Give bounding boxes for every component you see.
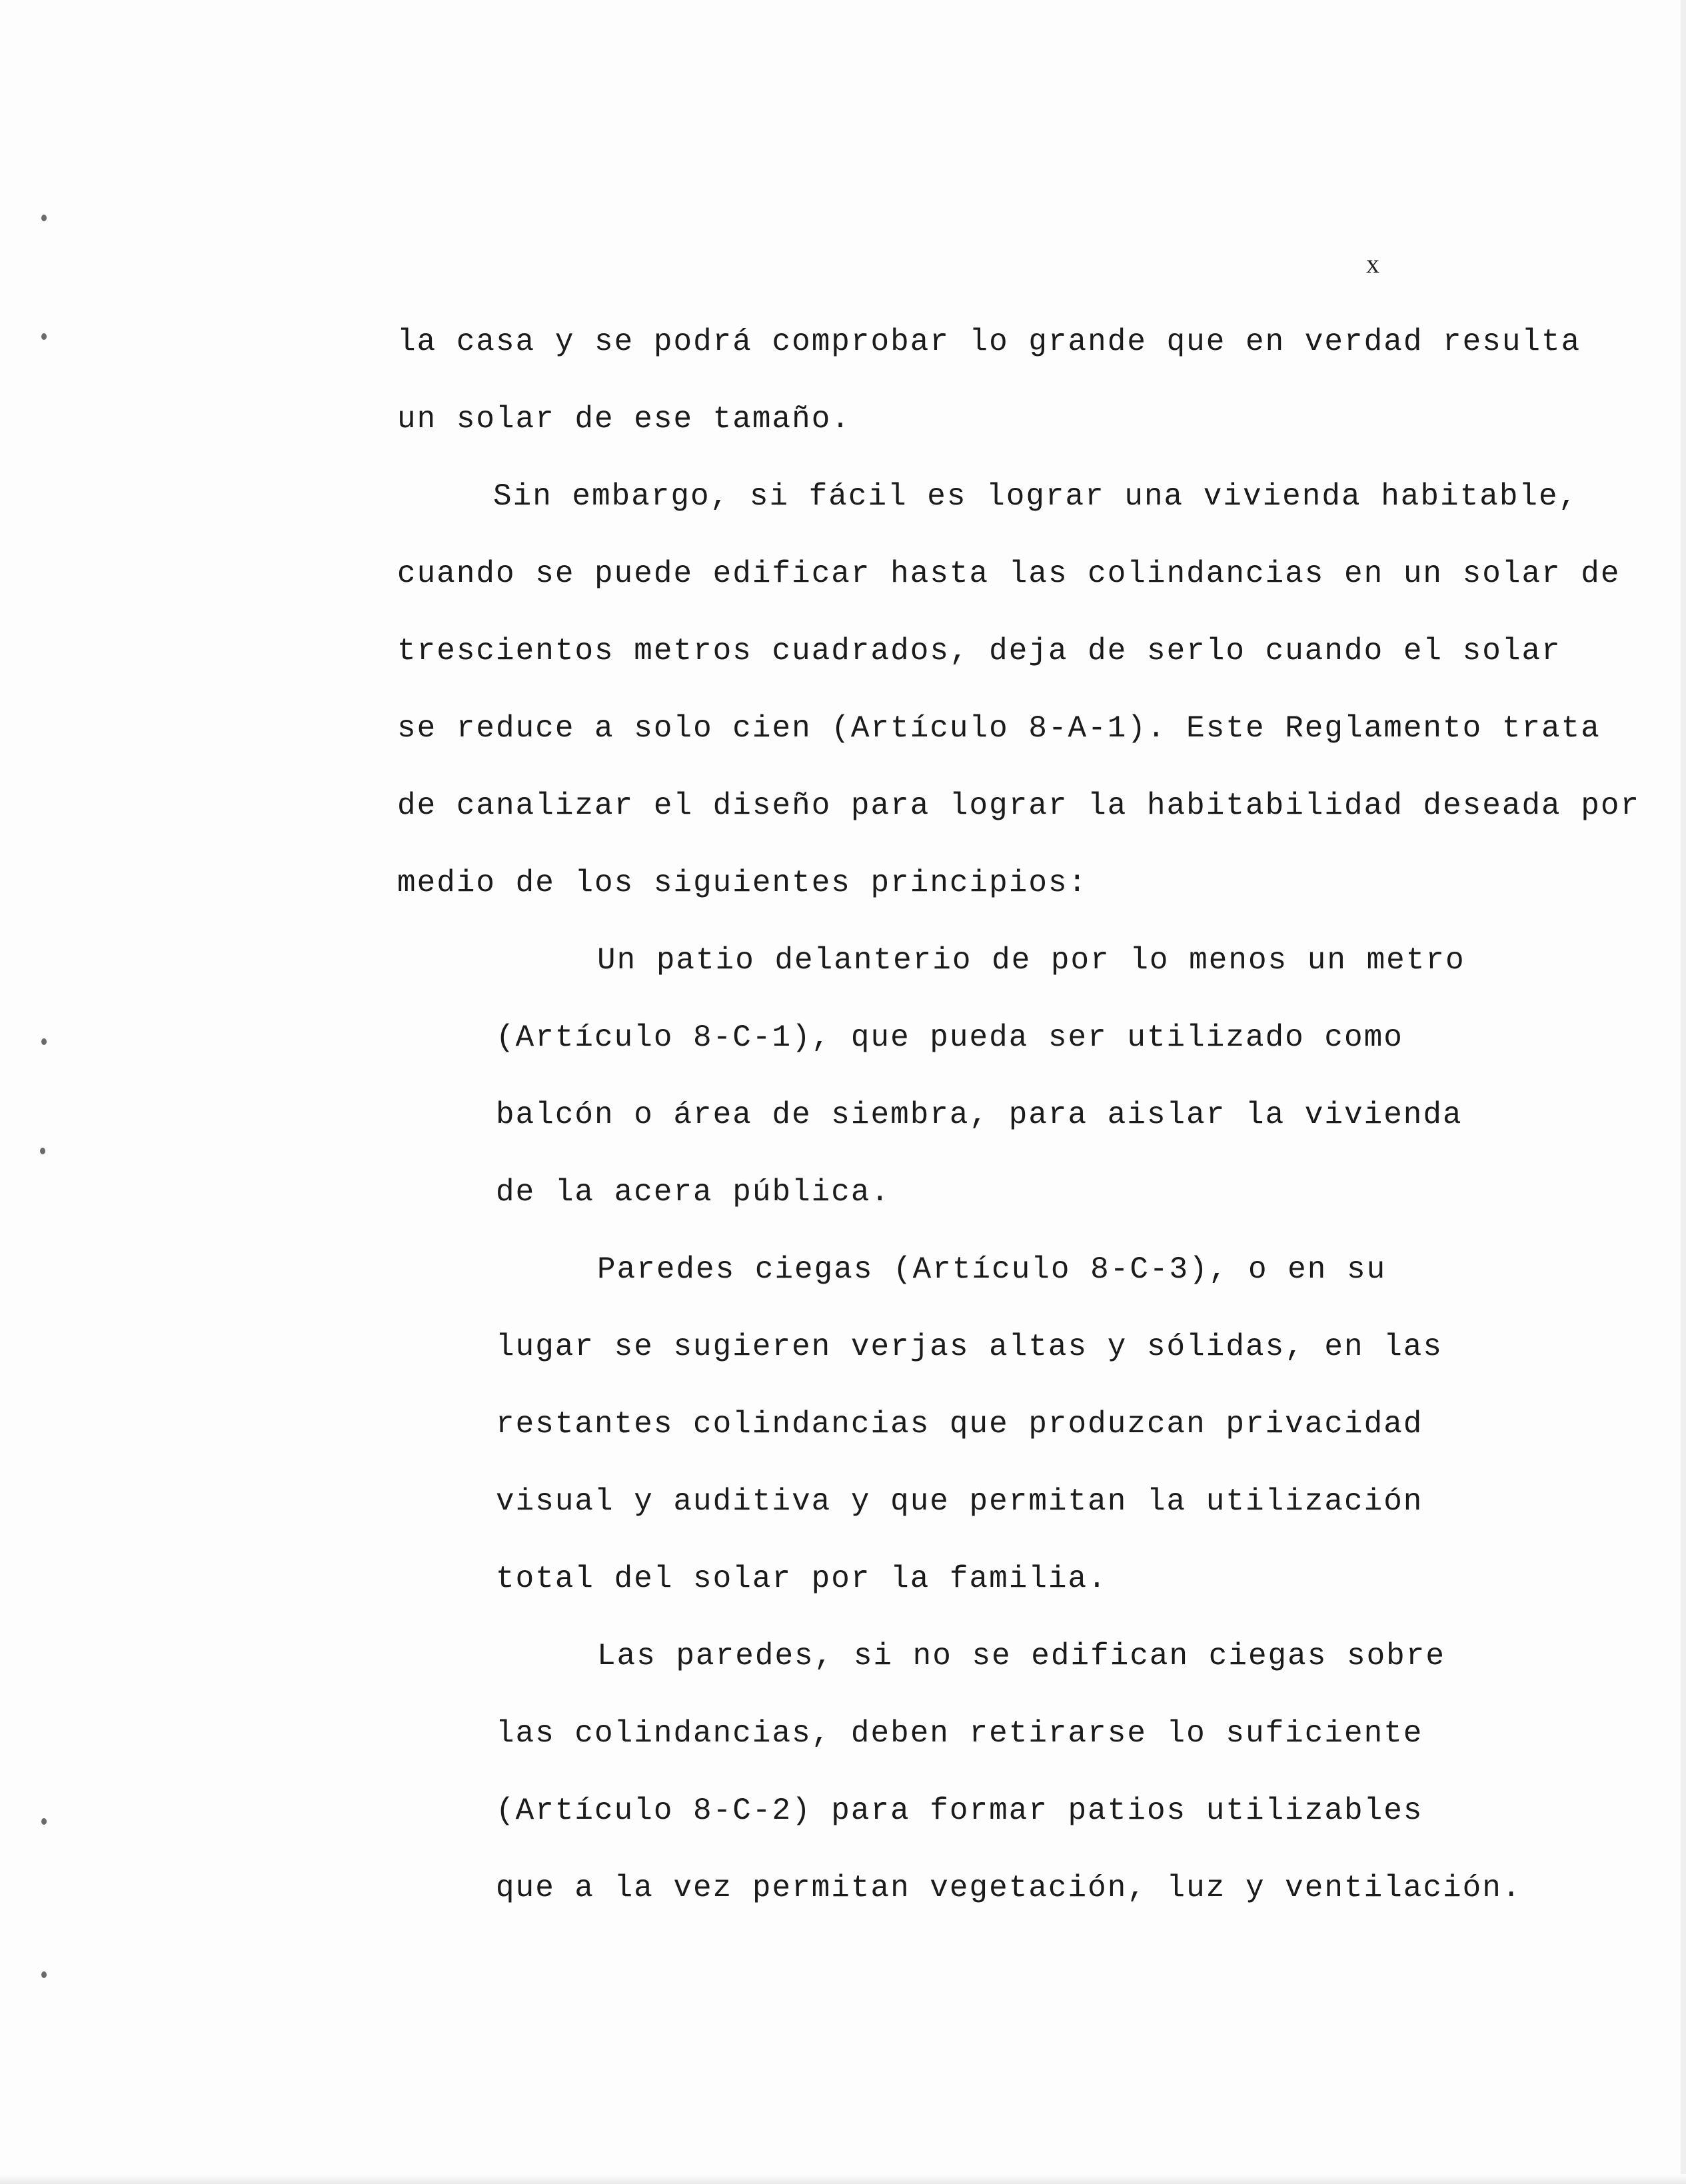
text-line: visual y auditiva y que permitan la utilización (496, 1484, 1423, 1519)
page-edge-right (1681, 0, 1686, 2184)
page-edge-bottom (0, 2174, 1686, 2184)
text-line: (Artículo 8-C-1), que pueda ser utilizado como (496, 1020, 1403, 1055)
text-line: se reduce a solo cien (Artículo 8-A-1). Este Reglamento trata (397, 711, 1601, 746)
page-number: x (1366, 249, 1379, 279)
text-line: la casa y se podrá comprobar lo grande que en verdad resulta (397, 325, 1581, 359)
text-line: lugar se sugieren verjas altas y sólidas, en las (496, 1330, 1443, 1364)
scan-speck (41, 1818, 47, 1825)
text-line: restantes colindancias que produzcan privacidad (496, 1407, 1423, 1442)
text-line: total del solar por la familia. (496, 1562, 1108, 1596)
text-line: de canalizar el diseño para lograr la habitabilidad deseada por (397, 788, 1641, 823)
text-line: Paredes ciegas (Artículo 8-C-3), o en su (597, 1252, 1387, 1287)
text-line: Un patio delanterio de por lo menos un metro (597, 943, 1465, 978)
text-line: de la acera pública. (496, 1175, 891, 1210)
text-line: balcón o área de siembra, para aislar la vivienda (496, 1098, 1463, 1132)
text-line: cuando se puede edificar hasta las colindancias en un solar de (397, 556, 1621, 591)
scan-speck (41, 1971, 47, 1978)
scan-speck (41, 1038, 47, 1045)
text-line: Las paredes, si no se edifican ciegas sobre (597, 1639, 1445, 1673)
scan-speck (41, 215, 47, 221)
text-line: Sin embargo, si fácil es lograr una vivienda habitable, (493, 479, 1579, 514)
text-line: las colindancias, deben retirarse lo suficiente (496, 1716, 1423, 1751)
text-line: (Artículo 8-C-2) para formar patios utilizables (496, 1793, 1423, 1828)
scan-speck (41, 333, 47, 340)
scan-speck (40, 1148, 45, 1154)
text-line: medio de los siguientes principios: (397, 866, 1088, 900)
text-line: un solar de ese tamaño. (397, 402, 851, 437)
text-line: que a la vez permitan vegetación, luz y ventilación. (496, 1871, 1522, 1905)
text-line: trescientos metros cuadrados, deja de serlo cuando el solar (397, 634, 1561, 668)
